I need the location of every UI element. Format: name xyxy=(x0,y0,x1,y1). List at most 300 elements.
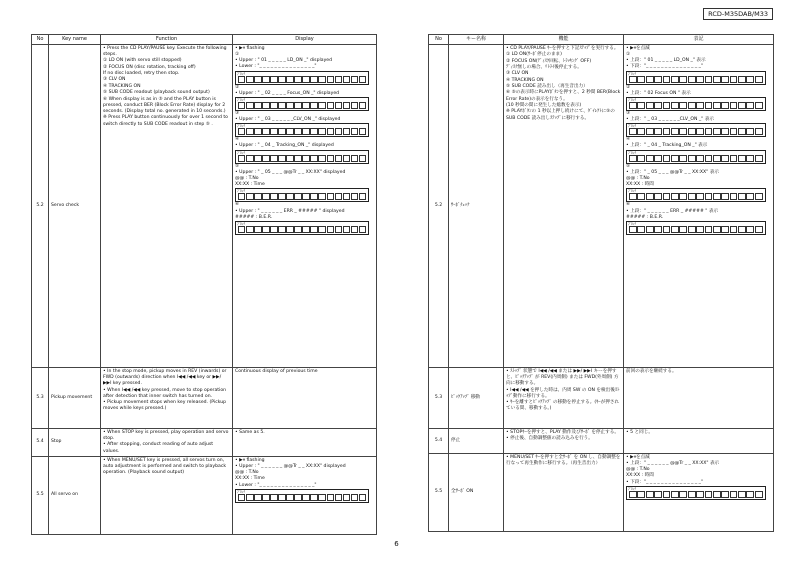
display-line: • 上段：" _ 03 _ _ _ _ _ _CLV_ON _" 表示 xyxy=(626,117,714,123)
lcd-cell xyxy=(679,155,687,162)
lcd-cell xyxy=(286,76,293,83)
row-number: 5.5 xyxy=(32,456,49,534)
lcd-cell xyxy=(286,494,293,501)
function-line: • Press the CD PLAY/PAUSE key. Execute the following steps. xyxy=(103,45,227,57)
display-cell xyxy=(624,367,774,428)
lcd-cell xyxy=(738,226,746,233)
lcd-cell xyxy=(310,155,317,162)
lcd-cell xyxy=(663,102,671,109)
lcd-display xyxy=(626,486,766,500)
lcd-cell xyxy=(294,193,301,200)
lcd-cell xyxy=(351,193,358,200)
display-line: • 上段：" _ 04 _ Tracking_ON _" 表示 xyxy=(626,143,708,149)
display-line: • 上段：" _ _ _ _ _ _ ERR _ ##### " 表示 xyxy=(626,208,719,214)
lcd-cell xyxy=(286,193,293,200)
lcd-cells xyxy=(629,226,763,233)
lcd-cell xyxy=(696,155,704,162)
lcd-display xyxy=(235,97,369,111)
function-line: ③ CLV ON xyxy=(103,77,126,83)
display-cell xyxy=(233,428,377,456)
display-line: XX:XX : 時間 xyxy=(626,182,654,188)
lcd-cell xyxy=(335,155,342,162)
lcd-cell xyxy=(746,193,754,200)
lcd-cell xyxy=(637,491,645,498)
lcd-cells xyxy=(238,155,366,162)
display-line: @@ : T.No xyxy=(626,467,650,473)
table-row xyxy=(429,453,774,531)
lcd-cell xyxy=(637,226,645,233)
lcd-cell xyxy=(262,128,269,135)
lcd-cell xyxy=(654,226,662,233)
display-line: • 上段：" _ 05 _ _ _ @@Tr _ _ XX:XX" 表示 xyxy=(626,169,719,175)
lcd-cell xyxy=(688,491,696,498)
key-name: ﾋﾟｯｸｱｯﾌﾟ 移動 xyxy=(449,367,504,428)
lcd-cell xyxy=(278,193,285,200)
header-row xyxy=(429,35,774,45)
display-line: ③ xyxy=(235,110,240,116)
lcd-cell xyxy=(629,226,637,233)
lcd-cell xyxy=(302,155,309,162)
lcd-cell xyxy=(294,494,301,501)
display-cell xyxy=(233,456,377,534)
lcd-cell xyxy=(696,76,704,83)
row-number: 5.2 xyxy=(32,44,49,367)
col-function: 機能 xyxy=(504,35,624,45)
display-line: Continuous display of previous time xyxy=(235,368,318,374)
row-number: 5.5 xyxy=(429,453,449,531)
lcd-cell xyxy=(713,193,721,200)
display-line: ⑤ xyxy=(626,163,631,169)
lcd-display xyxy=(235,489,369,503)
lcd-cell xyxy=(721,491,729,498)
display-line: XX:XX : Time xyxy=(235,182,265,188)
function-cell xyxy=(504,367,624,428)
lcd-cell xyxy=(351,76,358,83)
lcd-cell xyxy=(713,155,721,162)
lcd-cell xyxy=(696,193,704,200)
function-line: ④ TRACKING ON xyxy=(103,83,141,89)
lcd-decoration: ﾌﾞﾛｯｸ xyxy=(628,71,636,76)
lcd-cell xyxy=(359,193,366,200)
lcd-cell xyxy=(246,226,253,233)
lcd-cell xyxy=(238,494,245,501)
lcd-cell xyxy=(359,494,366,501)
function-line: • 停止後、自動調整値の読み込みを行う。 xyxy=(506,436,593,442)
lcd-cell xyxy=(302,102,309,109)
lcd-cell xyxy=(335,494,342,501)
lcd-decoration: ﾌﾞﾛｯｸ xyxy=(237,489,245,494)
key-name: 全ｻｰﾎﾞ ON xyxy=(449,453,504,531)
lcd-cell xyxy=(278,155,285,162)
lcd-decoration: ﾌﾞﾛｯｸ xyxy=(237,124,245,129)
lcd-cell xyxy=(637,155,645,162)
function-line: • When I◀◀ /◀◀ key pressed, move to stop operation after detection that inner switch has turned on. xyxy=(103,387,227,399)
key-name: Servo check xyxy=(49,44,101,367)
lcd-cell xyxy=(343,76,350,83)
lcd-cell xyxy=(730,155,738,162)
lcd-display xyxy=(626,71,766,85)
lcd-cell xyxy=(705,76,713,83)
lcd-cell xyxy=(637,76,645,83)
lcd-cell xyxy=(254,76,261,83)
lcd-cell xyxy=(351,226,358,233)
function-line: • In the stop mode, pickup moves in REV (inwards) or FWD (outwards) direction when I◀◀ /◀◀ key or ▶▶/ ▶▶I key pressed. xyxy=(103,368,227,387)
lcd-cell xyxy=(663,193,671,200)
lcd-decoration: ﾌﾞﾛｯｸ xyxy=(628,124,636,129)
lcd-cell xyxy=(359,102,366,109)
lcd-cells xyxy=(238,102,366,109)
function-cell xyxy=(101,367,233,428)
lcd-cell xyxy=(270,226,277,233)
col-no: No xyxy=(429,35,449,45)
lcd-display xyxy=(235,123,369,137)
lcd-cell xyxy=(310,494,317,501)
lcd-cell xyxy=(286,102,293,109)
display-line: • ▶⏸ flashing xyxy=(235,457,265,463)
lcd-cell xyxy=(705,193,713,200)
lcd-cell xyxy=(721,128,729,135)
lcd-cell xyxy=(246,76,253,83)
lcd-cell xyxy=(730,102,738,109)
col-key: Key name xyxy=(49,35,101,45)
lcd-cell xyxy=(738,193,746,200)
row-number: 5.2 xyxy=(429,44,449,367)
lcd-cell xyxy=(262,102,269,109)
lcd-cell xyxy=(688,76,696,83)
left-table xyxy=(31,34,377,535)
lcd-cell xyxy=(730,193,738,200)
col-display: 表記 xyxy=(624,35,774,45)
lcd-cell xyxy=(327,102,334,109)
function-line: • When MENU/SET key is pressed, all servos turn on, auto adjustment is performed and switch to playback operation. (Playback sound output) xyxy=(103,457,227,476)
display-line: ② xyxy=(626,84,631,90)
lcd-cell xyxy=(705,226,713,233)
display-line: • Lower : "_ _ _ _ _ _ _ _ _ _ _ _ _ _ _" xyxy=(235,482,317,488)
col-display: Display xyxy=(233,35,377,45)
function-line: ② FOCUS ON (disc rotation, tracking off) xyxy=(103,64,196,70)
lcd-cell xyxy=(646,155,654,162)
lcd-cells xyxy=(238,128,366,135)
lcd-cell xyxy=(262,76,269,83)
lcd-cell xyxy=(705,102,713,109)
lcd-cell xyxy=(343,128,350,135)
function-line: ① LD ON(ｻｰﾎﾞ停止のまま) xyxy=(506,52,562,58)
lcd-cell xyxy=(327,76,334,83)
display-line: @@ : T.No xyxy=(235,176,259,181)
lcd-cell xyxy=(351,494,358,501)
lcd-cell xyxy=(679,193,687,200)
display-line: • Same as 5. xyxy=(235,429,265,435)
lcd-cell xyxy=(318,76,325,83)
key-name: ｻｰﾎﾞﾁｪｯｸ xyxy=(449,44,504,367)
display-cell xyxy=(624,453,774,531)
lcd-cell xyxy=(654,193,662,200)
lcd-cell xyxy=(310,193,317,200)
lcd-cells xyxy=(629,76,763,83)
lcd-cell xyxy=(262,494,269,501)
lcd-cells xyxy=(629,491,763,498)
function-line: (10 秒間の間に発生した総数を表示) xyxy=(506,102,582,108)
lcd-cell xyxy=(688,155,696,162)
function-line: ② FOCUS ON(ﾃﾞｨｽｸ回転、ﾄﾗｯｷﾝｸﾞ OFF) xyxy=(506,58,592,64)
lcd-cell xyxy=(705,155,713,162)
lcd-display xyxy=(626,188,766,202)
lcd-decoration: ﾌﾞﾛｯｸ xyxy=(237,71,245,76)
lcd-cells xyxy=(629,128,763,135)
lcd-cell xyxy=(671,491,679,498)
table-row xyxy=(429,428,774,453)
function-line: • When STOP key is pressed, play operation and servo stop. xyxy=(103,429,229,441)
lcd-cell xyxy=(721,226,729,233)
lcd-cell xyxy=(654,102,662,109)
function-cell xyxy=(504,428,624,453)
lcd-cell xyxy=(294,128,301,135)
display-line: 前回の表示を継続する。 xyxy=(626,368,677,374)
lcd-cell xyxy=(730,128,738,135)
function-line: ※ PLAYﾎﾞﾀﾝの 1 秒以上押し続けにて、ﾀﾞｲﾚｸﾄに⑤の SUB CODE 読み出しｽﾃｯﾌﾟに移行する。 xyxy=(506,109,615,121)
lcd-cell xyxy=(646,102,654,109)
display-line: • 下段："_ _ _ _ _ _ _ _ _ _ _ _ _ _ _" xyxy=(626,64,704,70)
lcd-display xyxy=(626,123,766,137)
display-line: • Upper : " _ _ _ _ _ _ @@Tr _ _ XX:XX" displayed xyxy=(235,464,346,470)
display-line: ① xyxy=(235,51,240,57)
lcd-cell xyxy=(246,494,253,501)
lcd-cell xyxy=(294,155,301,162)
lcd-cell xyxy=(270,494,277,501)
lcd-cell xyxy=(327,494,334,501)
display-line: ⑥ xyxy=(235,202,240,208)
display-line: @@ : T.No xyxy=(626,176,650,181)
display-line: ④ xyxy=(235,137,240,143)
lcd-cell xyxy=(679,491,687,498)
display-line: • Upper : " _ 05 _ _ _ @@Tr _ _ XX:XX" displayed xyxy=(235,169,346,175)
lcd-cell xyxy=(238,128,245,135)
function-line: ⑥ When display is as in ⑤ and the PLAY button is pressed, conduct BER (Block Error Rate) display for 2 seconds. (Display total no. generated in 10 seconds.) xyxy=(103,96,226,114)
table-row xyxy=(32,367,377,428)
lcd-cell xyxy=(351,128,358,135)
lcd-cells xyxy=(238,494,366,501)
lcd-cell xyxy=(343,193,350,200)
lcd-cell xyxy=(721,193,729,200)
lcd-cell xyxy=(688,193,696,200)
lcd-cell xyxy=(335,128,342,135)
lcd-display xyxy=(626,221,766,235)
function-line: If no disc loaded, retry then stop. xyxy=(103,71,180,77)
lcd-cell xyxy=(637,128,645,135)
lcd-cell xyxy=(654,491,662,498)
lcd-cell xyxy=(302,128,309,135)
lcd-cell xyxy=(335,193,342,200)
display-line: • Upper : " _ 02 _ _ _ _ Focus_ON _" displayed xyxy=(235,90,340,96)
function-line: • ｽﾄｯﾌﾟ 状態で I◀◀ /◀◀ または ▶▶/ ▶▶I キーを押すと、ﾋﾟｯｸｱｯﾌﾟ が REV(内周側) または FWD(外周側) 方向に移動する。 xyxy=(506,368,619,387)
display-cell xyxy=(624,44,774,367)
function-cell xyxy=(101,44,233,367)
function-line: • ｷｰを離すとﾋﾟｯｸｱｯﾌﾟ の移動を停止する。(ｷｰが押されている間、移動する。) xyxy=(506,400,620,412)
lcd-cell xyxy=(238,155,245,162)
key-name: 停止 xyxy=(449,428,504,453)
lcd-cell xyxy=(696,491,704,498)
lcd-cell xyxy=(663,226,671,233)
lcd-cell xyxy=(318,102,325,109)
lcd-cell xyxy=(254,155,261,162)
function-line: ⑥ ⑤の表示時にPLAYﾎﾞﾀﾝを押すと、2 秒間 BER(Block Error Rate)の表示を行なう。 xyxy=(506,90,621,102)
lcd-cell xyxy=(343,226,350,233)
lcd-cell xyxy=(278,102,285,109)
lcd-cell xyxy=(246,102,253,109)
display-line: ① xyxy=(626,51,631,57)
function-line: ※ Press PLAY button continuously for over 1 second to switch directly to SUB CODE readout in step ⑤ . xyxy=(103,115,228,127)
lcd-cell xyxy=(270,155,277,162)
lcd-cell xyxy=(302,494,309,501)
lcd-cell xyxy=(629,155,637,162)
lcd-cell xyxy=(310,226,317,233)
lcd-cell xyxy=(663,155,671,162)
lcd-cell xyxy=(262,226,269,233)
page-number: 6 xyxy=(394,540,399,548)
lcd-cell xyxy=(327,128,334,135)
display-line: ③ xyxy=(626,110,631,116)
display-line: • Upper : " 01 _ _ _ _ _ LD_ON _" displayed xyxy=(235,58,333,64)
lcd-cell xyxy=(746,128,754,135)
lcd-cell xyxy=(246,193,253,200)
lcd-cell xyxy=(746,76,754,83)
display-line: ##### : B.E.R. xyxy=(235,214,273,220)
lcd-cell xyxy=(278,128,285,135)
key-name: Pickup movement xyxy=(49,367,101,428)
row-number: 5.4 xyxy=(429,428,449,453)
lcd-cell xyxy=(278,76,285,83)
lcd-cell xyxy=(738,155,746,162)
row-number: 5.3 xyxy=(32,367,49,428)
function-line: ⑤ SUB CODE readout (playback sound output) xyxy=(103,90,210,96)
lcd-cells xyxy=(238,226,366,233)
lcd-cell xyxy=(721,102,729,109)
lcd-cell xyxy=(755,226,763,233)
lcd-cell xyxy=(238,193,245,200)
lcd-cell xyxy=(629,193,637,200)
lcd-cells xyxy=(238,193,366,200)
lcd-cell xyxy=(730,226,738,233)
row-number: 5.3 xyxy=(429,367,449,428)
lcd-cell xyxy=(663,76,671,83)
lcd-cell xyxy=(713,128,721,135)
lcd-decoration: ﾌﾞﾛｯｸ xyxy=(237,189,245,194)
lcd-cell xyxy=(318,226,325,233)
lcd-cell xyxy=(335,102,342,109)
lcd-cell xyxy=(654,76,662,83)
lcd-cell xyxy=(705,491,713,498)
function-line: ④ TRACKING ON xyxy=(506,77,544,83)
lcd-cell xyxy=(238,76,245,83)
lcd-cell xyxy=(696,226,704,233)
lcd-cell xyxy=(238,102,245,109)
lcd-cells xyxy=(629,193,763,200)
lcd-cell xyxy=(278,494,285,501)
display-line: • Upper : " _ _ _ _ _ _ ERR _ ##### " displayed xyxy=(235,208,345,214)
lcd-cell xyxy=(327,155,334,162)
lcd-cell xyxy=(755,193,763,200)
display-line: XX:XX : Time xyxy=(235,476,265,482)
lcd-cell xyxy=(746,226,754,233)
lcd-cell xyxy=(318,155,325,162)
lcd-cell xyxy=(270,193,277,200)
lcd-cell xyxy=(254,494,261,501)
lcd-cell xyxy=(696,128,704,135)
lcd-cell xyxy=(254,128,261,135)
lcd-cell xyxy=(755,76,763,83)
lcd-cell xyxy=(351,102,358,109)
col-key: キー名称 xyxy=(449,35,504,45)
lcd-cell xyxy=(343,494,350,501)
function-line: ﾃﾞｨｽｸ無しの場合、ﾘﾄﾗｲ後停止する。 xyxy=(506,64,582,70)
lcd-cell xyxy=(310,128,317,135)
lcd-cell xyxy=(286,226,293,233)
lcd-cell xyxy=(730,76,738,83)
function-line: ⑤ SUB CODE 読み出し（再生音出力） xyxy=(506,84,588,89)
lcd-decoration: ﾌﾞﾛｯｸ xyxy=(237,97,245,102)
lcd-cell xyxy=(238,226,245,233)
lcd-cell xyxy=(254,102,261,109)
lcd-cell xyxy=(318,494,325,501)
lcd-cell xyxy=(270,128,277,135)
lcd-decoration: ﾌﾞﾛｯｸ xyxy=(628,486,636,491)
lcd-cell xyxy=(318,128,325,135)
lcd-cell xyxy=(679,128,687,135)
table-row xyxy=(32,456,377,534)
lcd-cell xyxy=(629,76,637,83)
lcd-cell xyxy=(270,102,277,109)
lcd-cell xyxy=(310,76,317,83)
display-line: • Upper : " _ 04 _ Tracking_ON _" displayed xyxy=(235,143,334,149)
lcd-display xyxy=(235,221,369,235)
lcd-cell xyxy=(629,128,637,135)
lcd-cell xyxy=(310,102,317,109)
table-row xyxy=(429,367,774,428)
display-cell xyxy=(233,44,377,367)
display-line: • Upper : " _ 03 _ _ _ _ _ _CLV_ON _" displayed xyxy=(235,117,341,123)
row-number: 5.4 xyxy=(32,428,49,456)
lcd-cell xyxy=(262,193,269,200)
lcd-cell xyxy=(755,491,763,498)
lcd-cell xyxy=(738,128,746,135)
lcd-cell xyxy=(746,102,754,109)
lcd-cell xyxy=(302,226,309,233)
lcd-cell xyxy=(654,155,662,162)
lcd-decoration: ﾌﾞﾛｯｸ xyxy=(237,221,245,226)
lcd-cell xyxy=(671,76,679,83)
lcd-display xyxy=(626,150,766,164)
lcd-cell xyxy=(688,128,696,135)
function-line: • Pickup movement stops when key released. (Pickup moves while keys pressed.) xyxy=(103,400,227,412)
display-cell xyxy=(233,367,377,428)
display-line: • 5 と同じ。 xyxy=(626,429,653,435)
lcd-cell xyxy=(351,155,358,162)
lcd-cells xyxy=(238,76,366,83)
lcd-cell xyxy=(302,193,309,200)
lcd-cell xyxy=(671,155,679,162)
lcd-cell xyxy=(663,128,671,135)
lcd-cell xyxy=(646,128,654,135)
lcd-decoration: ﾌﾞﾛｯｸ xyxy=(628,221,636,226)
lcd-cell xyxy=(359,226,366,233)
display-line: • Lower : "_ _ _ _ _ _ _ _ _ _ _ _ _ _ _" xyxy=(235,64,317,70)
lcd-cell xyxy=(738,76,746,83)
table-row xyxy=(32,44,377,367)
lcd-cell xyxy=(254,193,261,200)
lcd-cell xyxy=(721,155,729,162)
lcd-cell xyxy=(688,226,696,233)
display-cell xyxy=(624,428,774,453)
